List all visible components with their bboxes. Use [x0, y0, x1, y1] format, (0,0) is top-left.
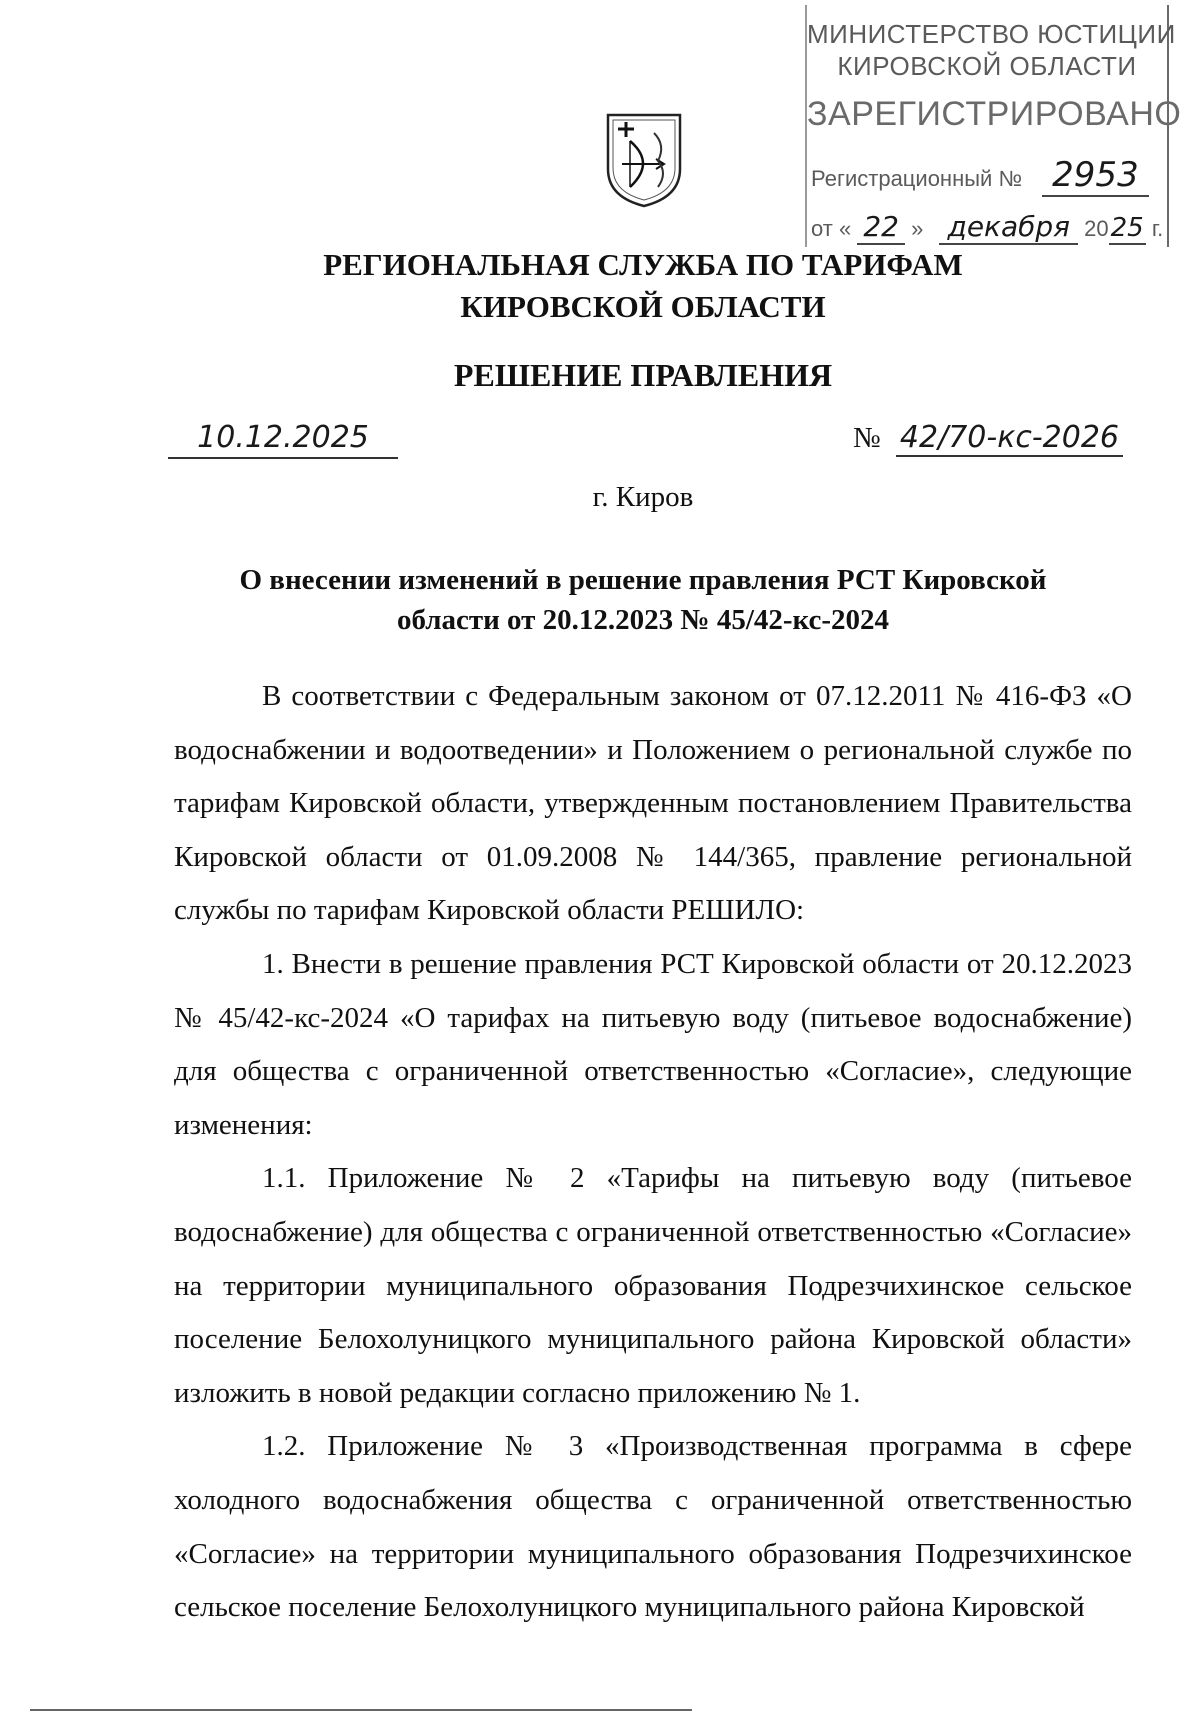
- stamp-date-year-prefix: 20: [1084, 216, 1109, 241]
- stamp-date-row: [811, 210, 1163, 243]
- decision-subject-line2: области от 20.12.2023 № 45/42-кс-2024: [396, 604, 890, 636]
- decision-subject-line1: О внесении изменений в решение правления РСТ Кировской: [239, 564, 1047, 596]
- decision-date: 10.12.2025: [168, 420, 398, 459]
- stamp-date-prefix: от «: [811, 216, 852, 241]
- decision-number: [853, 420, 1123, 455]
- coat-of-arms-icon: [604, 111, 684, 209]
- stamp-date-month: декабря: [939, 210, 1078, 245]
- decision-number-label: №: [853, 422, 881, 454]
- footer-divider: [30, 1709, 692, 1711]
- stamp-ministry: МИНИСТЕРСТВО ЮСТИЦИИ: [807, 19, 1176, 49]
- stamp-status: ЗАРЕГИСТРИРОВАНО: [807, 95, 1182, 133]
- stamp-date-mid: »: [911, 216, 924, 241]
- stamp-registration-row: [811, 155, 1149, 195]
- document-type-title: РЕШЕНИЕ ПРАВЛЕНИЯ: [453, 357, 833, 393]
- city: г. Киров: [592, 481, 694, 513]
- stamp-reg-number: 2953: [1042, 155, 1149, 197]
- stamp-reg-label: Регистрационный №: [811, 166, 1023, 191]
- stamp-date-year: 25: [1110, 213, 1144, 243]
- stamp-region: КИРОВСКОЙ ОБЛАСТИ: [837, 51, 1137, 81]
- document-body: [174, 670, 1132, 1635]
- registration-stamp: [805, 5, 1182, 247]
- organization-title-line2: КИРОВСКОЙ ОБЛАСТИ: [460, 289, 826, 324]
- item-1-1: 1.1. Приложение № 2 «Тарифы на питьевую воду (питьевое водоснабжение) для общества с ограниченной ответственностью «Согласие» на территории муниципального образования Подрезчихинское сельское поселение Белохолуницкого муниципального района Кировской области» изложить в новой редакции согласно приложению № 1.: [174, 1162, 1132, 1409]
- item-1: 1. Внести в решение правления РСТ Кировской области от 20.12.2023 № 45/42-кс-2024 «О тарифах на питьевую воду (питьевое водоснабжение) для общества с ограниченной ответственностью «Согласие», следующие изменения:: [174, 947, 1132, 1141]
- decision-subject: [0, 560, 1200, 640]
- item-1-2: 1.2. Приложение № 3 «Производственная программа в сфере холодного водоснабжения общества с ограниченной ответственностью «Согласие» на территории муниципального образования Подрезчихинское сельское поселение Белохолуницкого муниципального района Кировской: [174, 1430, 1132, 1624]
- decision-number-value: 42/70-кс-2026: [896, 420, 1123, 457]
- intro-paragraph: В соответствии с Федеральным законом от 07.12.2011 № 416-ФЗ «О водоснабжении и водоотведении» и Положением о региональной службе по тарифам Кировской области, утвержденным постановлением Правительства Кировской области от 01.09.2008 № 144/365, правление региональной службы по тарифам Кировской области РЕШИЛО:: [174, 680, 1132, 927]
- stamp-date-suffix: г.: [1151, 216, 1164, 241]
- stamp-date-day: 22: [857, 210, 905, 245]
- organization-title-line1: РЕГИОНАЛЬНАЯ СЛУЖБА ПО ТАРИФАМ: [323, 247, 963, 282]
- organization-title: [0, 244, 1200, 328]
